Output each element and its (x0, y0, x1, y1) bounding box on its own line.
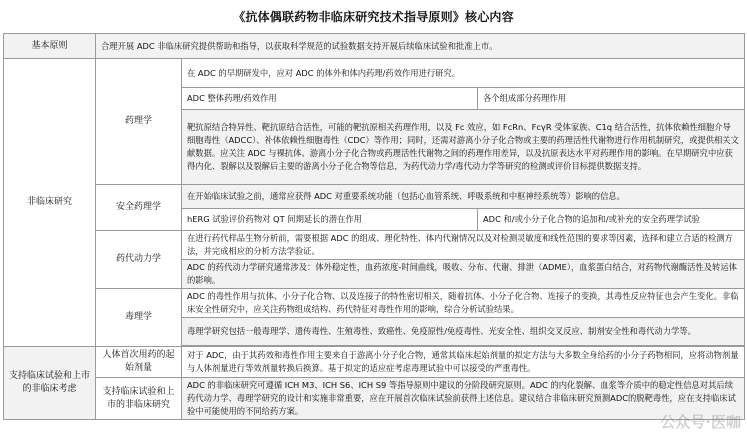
pharmacology-detail: 靶抗原结合特异性、靶抗原结合活性，可能的靶抗原相关药理作用，以及 Fc 效应，如 FcRn、FcγR 受体家族、C1q 结合活性，抗体依赖性细胞介导细胞毒性（ADCC）、补体依赖性细胞毒性（CDC）等作用；同时，还需对游离小分子化合物或主要的药理活性代谢物进行作用机制研究，或提供相关文献数据。应关注 ADC 与裸抗体、游离小分子化合物或药理活性代谢物之间的药理作用差异，以及抗原表达水平对药理作用的影响。在早期研究中应获得内化、裂解以及裂解后主要的游离小分子化合物等信息，为药代动力学/毒代动力学等研究的检测或评价目标提供数据支持。 (182, 110, 745, 185)
basic-principle-label: 基本原则 (4, 34, 96, 59)
toxicology-text-2: 毒理学研究包括一般毒理学、遗传毒性、生殖毒性、致癌性、免疫原性/免疫毒性、光安全性、组织交叉反应、制剂安全性和毒代动力学等。 (182, 318, 745, 346)
toxicology-label: 毒理学 (96, 289, 182, 347)
toxicology-text-1: ADC 的毒性作用与抗体、小分子化合物、以及连接子的特性密切相关，随着抗体、小分子化合物、连接子的变换，其毒性反应特征也会产生变化。非临床安全性研究中，应关注药物组成结构、药代特征对毒性作用的影响，综合分析试验结果。 (182, 289, 745, 318)
pharmacology-label: 药理学 (96, 59, 182, 185)
pharmacology-intro: 在 ADC 的早期研发中，应对 ADC 的体外和体内药理/药效作用进行研究。 (182, 59, 745, 88)
fih-dose-label: 人体首次用药的起始剂量 (96, 347, 182, 378)
support-study-label: 支持临床试验和上市的非临床研究 (96, 378, 182, 420)
pk-text-2: ADC 的药代动力学研究通常涉及：体外稳定性，血药浓度-时间曲线，吸收、分布、代谢、排泄（ADME），血浆蛋白结合，对药物代谢酶活性及转运体的影响。 (182, 260, 745, 289)
pharmacology-overall-cell: ADC 整体药理/药效作用 (182, 88, 478, 110)
safety-herg-cell: hERG 试验评价药物对 QT 间期延长的潜在作用 (182, 209, 478, 231)
basic-principle-text: 合理开展 ADC 非临床研究提供帮助和指导，以获取科学规范的试验数据支持开展后续临床试验和批准上市。 (96, 34, 745, 59)
content-table (3, 33, 745, 420)
nonclinical-label: 非临床研究 (4, 59, 96, 347)
pk-text-1: 在进行药代样品生物分析前，需要根据 ADC 的组成、理化特性、体内代谢情况以及对检测灵敏度和线性范围的要求等因素，选择和建立合适的检测方法，并完成相应的分析方法学验证。 (182, 231, 745, 260)
safety-intro: 在开始临床试验之前，通常应获得 ADC 对重要系统功能（包括心血管系统、呼吸系统和中枢神经系统等）影响的信息。 (182, 185, 745, 209)
safety-additional-cell: ADC 和/或小分子化合物的追加和/或补充的安全药理学试验 (478, 209, 745, 231)
fih-dose-text: 对于 ADC，由于其药效和毒性作用主要来自于游离小分子化合物，通常其临床起始剂量的拟定方法与大多数全身给药的小分子药物相同，应将动物剂量与人体剂量进行等效剂量转换后换算。基于拟定的适应症考虑毒理试验中可以接受的严重毒性。 (182, 347, 745, 378)
support-study-text: ADC 的非临床研究可遵循 ICH M3、ICH S6、ICH S9 等指导原则中建议的分阶段研究原则。ADC 的内化裂解、血浆等介质中的稳定性信息对其后续药代动力学、毒理学研究的设计和实施非常重要，应在开展首次临床试验前获得上述信息。建议结合非临床研究预测ADC的脱靶毒性，应在支持临床试验中可能使用的不同给药方案。 (182, 378, 745, 420)
watermark: 公众号·医咖 (660, 413, 741, 431)
safety-pharmacology-label: 安全药理学 (96, 185, 182, 231)
pharmacology-components-cell: 各个组成部分药理作用 (478, 88, 745, 110)
pk-label: 药代动力学 (96, 231, 182, 289)
support-considerations-label: 支持临床试验和上市的非临床考虑 (4, 347, 96, 420)
page-title: 《抗体偶联药物非临床研究技术指导原则》核心内容 (233, 9, 514, 24)
